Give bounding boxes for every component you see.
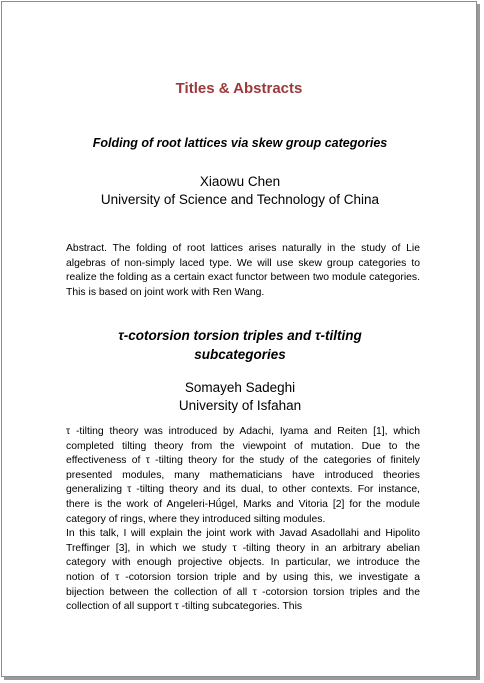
page-title: Titles & Abstracts [175,80,303,97]
talk-title [22,326,458,364]
document-page [1,1,477,677]
abstract-paragraph: τ -tilting theory was introduced by Adachi, Iyama and Reiten [1], which completed tilting theory from the viewpoint of mutation. Due to the effectiveness of τ -tilting theory for the study of the categories of finitely presented modules, many mathematicians have introduced theories generalizing τ -tilting theory and its dual, to other contexts. For instance, there is the work of Angeleri-Hǘgel, Marks and Vitoria [2] for the module category of rings, where they introduced silting modules. [66,426,420,525]
speaker-name: Xiaowu Chen [199,174,281,189]
talk-title: Folding of root lattices via skew group categories [92,136,388,150]
speaker-affiliation: University of Science and Technology of China [100,192,380,207]
speaker-block [22,173,458,209]
speaker-name: Somayeh Sadeghi [184,380,296,395]
speaker-affiliation: University of Isfahan [178,398,302,413]
talk-title-text: τ-cotorsion torsion triples and τ-tilting subcategories [118,328,362,362]
abstract-paragraph: In this talk, I will explain the joint work with Javad Asadollahi and Hipolito Treffinger [3], in which we study τ -tilting theory in an arbitrary abelian category with enough projective objects. In particular, we introduce the notion of τ -cotorsion torsion triple and by using this, we investigate a bijection between the collection of all τ -cotorsion torsion triples and the collection of all support τ -tilting subcategories. This [66,528,420,613]
abstract-paragraph: Abstract. The folding of root lattices arises naturally in the study of Lie algebras of non-simply laced type. We will use skew group categories to realize the folding as a certain exact functor between two module categories. This is based on joint work with Ren Wang. [66,243,420,298]
abstract [66,242,420,300]
abstract [66,425,420,615]
speaker-block [22,379,458,415]
